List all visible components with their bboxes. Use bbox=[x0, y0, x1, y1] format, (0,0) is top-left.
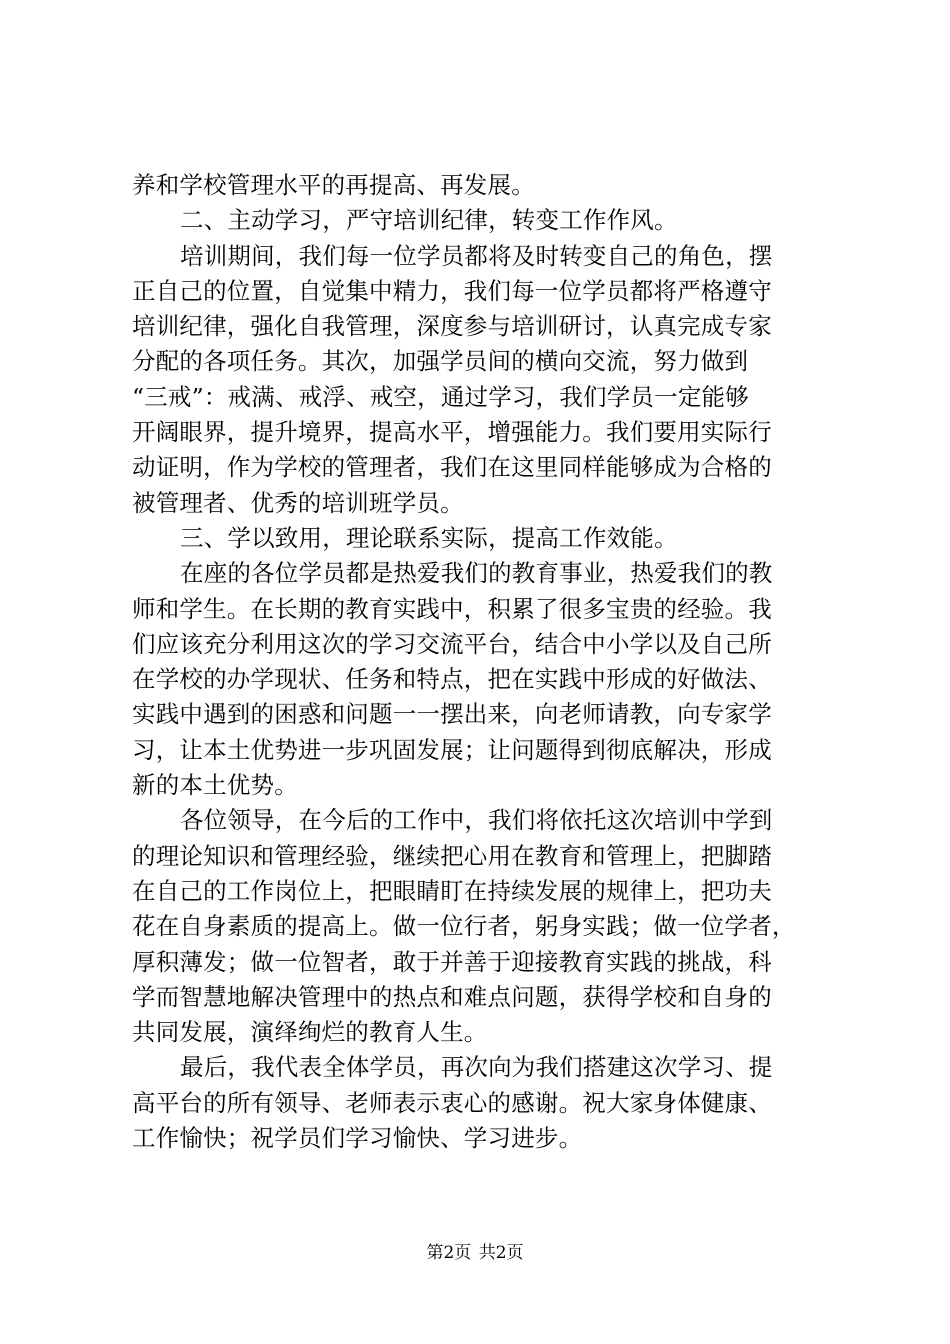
text-line: 习，让本土优势进一步巩固发展；让问题得到彻底解决，形成 bbox=[132, 735, 772, 764]
text-line: 正自己的位置，自觉集中精力，我们每一位学员都将严格遵守 bbox=[132, 276, 772, 305]
text-line: 高平台的所有领导、老师表示衷心的感谢。祝大家身体健康、 bbox=[132, 1088, 772, 1117]
text-line: 实践中遇到的困惑和问题一一摆出来，向老师请教，向专家学 bbox=[132, 700, 772, 729]
page-total: 共2页 bbox=[478, 1243, 524, 1263]
page-footer bbox=[0, 1241, 950, 1265]
text-line: 培训期间，我们每一位学员都将及时转变自己的角色，摆 bbox=[180, 241, 773, 270]
text-line: 的理论知识和管理经验，继续把心用在教育和管理上，把脚踏 bbox=[132, 841, 772, 870]
document-body bbox=[132, 168, 832, 1156]
text-line: “三戒”：戒满、戒浮、戒空，通过学习，我们学员一定能够 bbox=[132, 382, 749, 411]
text-line: 被管理者、优秀的培训班学员。 bbox=[132, 488, 464, 517]
text-line: 学而智慧地解决管理中的热点和难点问题，获得学校和自身的 bbox=[132, 982, 772, 1011]
text-line: 开阔眼界，提升境界，提高水平，增强能力。我们要用实际行 bbox=[132, 418, 772, 447]
text-line: 二、主动学习，严守培训纪律，转变工作作风。 bbox=[180, 206, 678, 235]
text-line: 工作愉快；祝学员们学习愉快、学习进步。 bbox=[132, 1124, 583, 1153]
text-line: 最后，我代表全体学员，再次向为我们搭建这次学习、提 bbox=[180, 1053, 773, 1082]
text-line: 三、学以致用，理论联系实际，提高工作效能。 bbox=[180, 523, 678, 552]
text-line: 们应该充分利用这次的学习交流平台，结合中小学以及自己所 bbox=[132, 629, 772, 658]
text-line: 培训纪律，强化自我管理，深度参与培训研讨，认真完成专家 bbox=[132, 312, 772, 341]
text-line: 厚积薄发；做一位智者，敢于并善于迎接教育实践的挑战，科 bbox=[132, 947, 772, 976]
text-line: 师和学生。在长期的教育实践中，积累了很多宝贵的经验。我 bbox=[132, 594, 772, 623]
text-line: 动证明，作为学校的管理者，我们在这里同样能够成为合格的 bbox=[132, 453, 772, 482]
text-line: 在自己的工作岗位上，把眼睛盯在持续发展的规律上，把功夫 bbox=[132, 876, 772, 905]
page-number: 第2页 bbox=[426, 1243, 472, 1263]
text-line: 分配的各项任务。其次，加强学员间的横向交流，努力做到 bbox=[132, 347, 749, 376]
text-line: 各位领导，在今后的工作中，我们将依托这次培训中学到 bbox=[180, 806, 773, 835]
text-line: 新的本土优势。 bbox=[132, 771, 298, 800]
text-line: 在座的各位学员都是热爱我们的教育事业，热爱我们的教 bbox=[180, 559, 773, 588]
text-line: 花在自身素质的提高上。做一位行者，躬身实践；做一位学者， bbox=[132, 912, 796, 941]
text-line: 在学校的办学现状、任务和特点，把在实践中形成的好做法、 bbox=[132, 665, 772, 694]
text-line: 养和学校管理水平的再提高、再发展。 bbox=[132, 171, 535, 199]
text-line: 共同发展，演绎绚烂的教育人生。 bbox=[132, 1018, 488, 1047]
